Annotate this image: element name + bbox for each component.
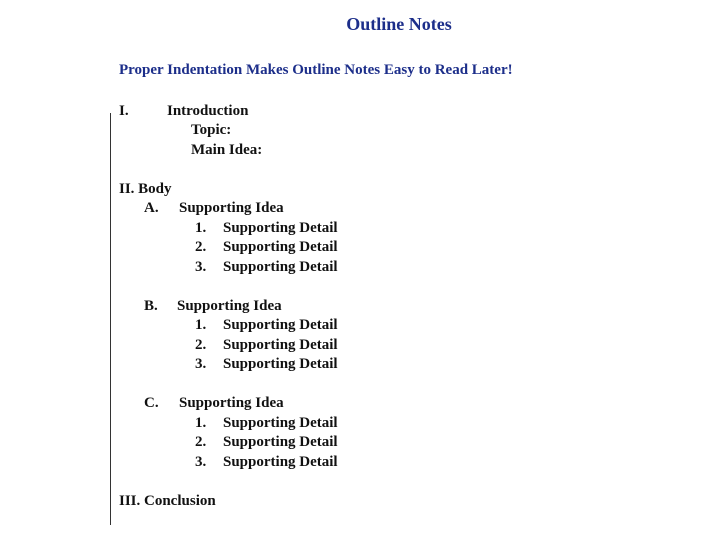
margin-line bbox=[110, 113, 111, 525]
detail-label: Supporting Detail bbox=[223, 317, 338, 333]
detail-label: Supporting Detail bbox=[223, 434, 338, 450]
intro-topic: Topic: bbox=[191, 122, 232, 138]
detail-label: Supporting Detail bbox=[223, 220, 338, 236]
detail-num: 3. bbox=[195, 259, 207, 275]
detail-num: 3. bbox=[195, 356, 207, 372]
page-title: Outline Notes bbox=[346, 14, 452, 34]
body-heading: II. Body bbox=[119, 181, 172, 197]
section-c-idea: Supporting Idea bbox=[179, 395, 284, 411]
detail-num: 1. bbox=[195, 317, 207, 333]
section-c-letter: C. bbox=[144, 395, 159, 411]
section-a-letter: A. bbox=[144, 200, 159, 216]
detail-label: Supporting Detail bbox=[223, 337, 338, 353]
intro-main-idea: Main Idea: bbox=[191, 142, 263, 158]
detail-num: 1. bbox=[195, 220, 207, 236]
section-a-idea: Supporting Idea bbox=[179, 200, 284, 216]
section-b-idea: Supporting Idea bbox=[177, 298, 282, 314]
detail-num: 2. bbox=[195, 239, 207, 255]
detail-label: Supporting Detail bbox=[223, 239, 338, 255]
detail-num: 2. bbox=[195, 434, 207, 450]
detail-num: 2. bbox=[195, 337, 207, 353]
detail-num: 1. bbox=[195, 415, 207, 431]
intro-heading: Introduction bbox=[167, 103, 249, 119]
detail-label: Supporting Detail bbox=[223, 356, 338, 372]
intro-numeral: I. bbox=[119, 103, 129, 119]
subtitle: Proper Indentation Makes Outline Notes Easy to Read Later! bbox=[119, 62, 513, 78]
section-b-letter: B. bbox=[144, 298, 158, 314]
detail-label: Supporting Detail bbox=[223, 454, 338, 470]
conclusion-heading: III. Conclusion bbox=[119, 493, 216, 509]
detail-label: Supporting Detail bbox=[223, 415, 338, 431]
detail-label: Supporting Detail bbox=[223, 259, 338, 275]
detail-num: 3. bbox=[195, 454, 207, 470]
